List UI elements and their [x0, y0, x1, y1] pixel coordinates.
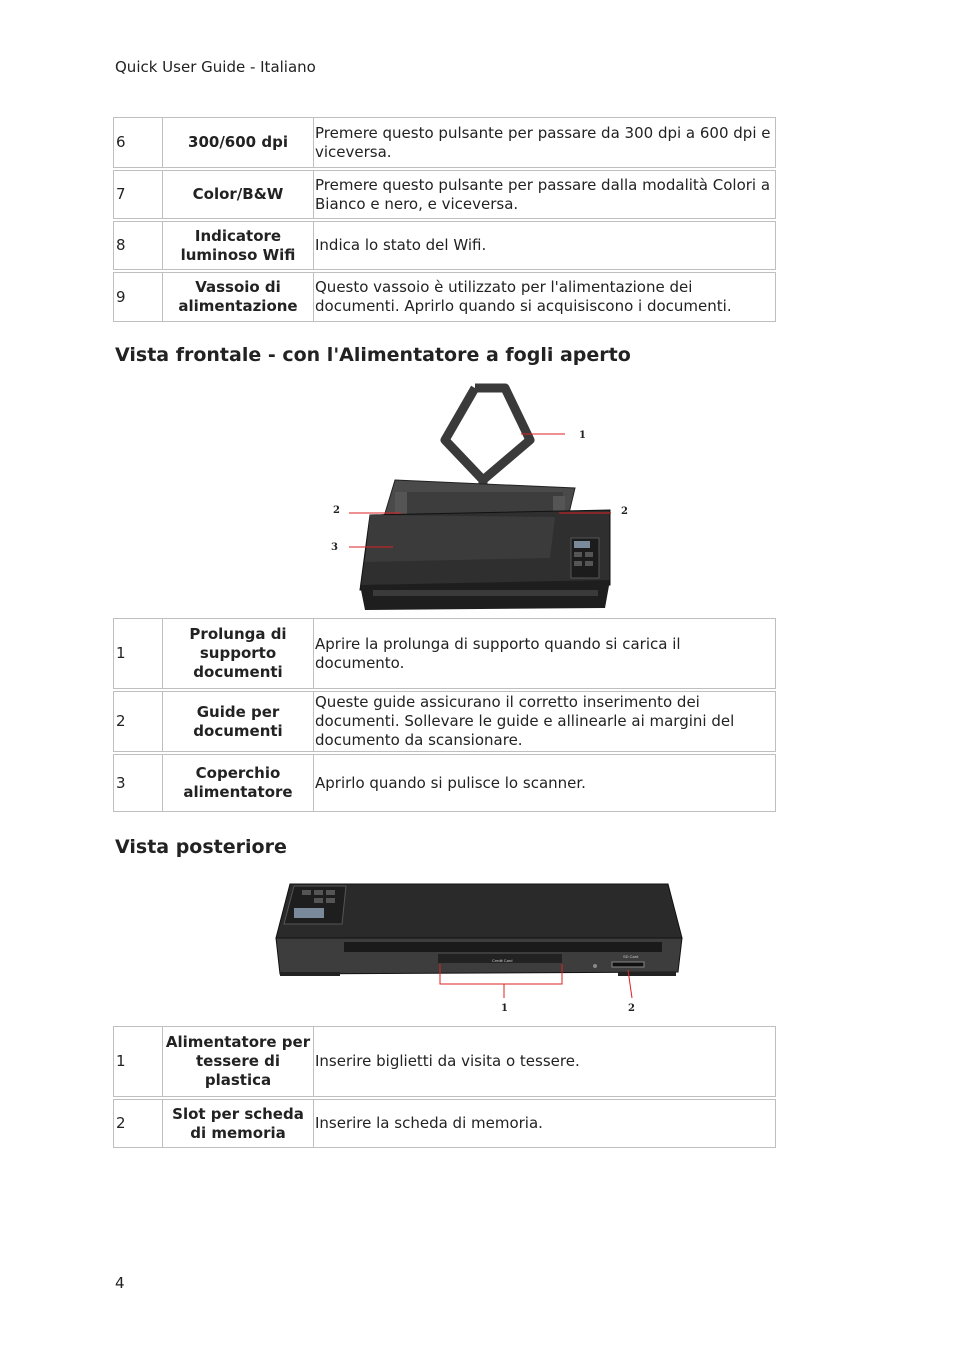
slot-label: Credit Card [492, 958, 513, 963]
table-row [114, 222, 776, 270]
item-name: Prolunga di supporto documenti [163, 619, 314, 689]
item-number: 7 [114, 171, 163, 219]
item-name: Color/B&W [163, 171, 314, 219]
table-row [114, 273, 776, 322]
section-title-rear: Vista posteriore [115, 836, 287, 858]
item-description: Premere questo pulsante per passare dalla modalità Colori a Bianco e nero, e viceversa. [314, 171, 776, 219]
table-row [114, 118, 776, 168]
table-row [114, 692, 776, 752]
item-description: Questo vassoio è utilizzato per l'alimentazione dei documenti. Aprirlo quando si acquisiscono i documenti. [314, 273, 776, 322]
table-row [114, 171, 776, 219]
item-name: 300/600 dpi [163, 118, 314, 168]
item-description: Aprirlo quando si pulisce lo scanner. [314, 755, 776, 812]
rear-view-table [113, 1026, 776, 1148]
front-view-table [113, 618, 776, 812]
table-row [114, 1100, 776, 1148]
callout-label: 2 [628, 1003, 635, 1014]
item-number: 2 [114, 1100, 163, 1148]
support-extension-shape [445, 388, 530, 480]
page-header: Quick User Guide - Italiano [115, 58, 316, 76]
item-description: Premere questo pulsante per passare da 300 dpi a 600 dpi e viceversa. [314, 118, 776, 168]
table-row [114, 1027, 776, 1097]
item-number: 3 [114, 755, 163, 812]
callout-label: 3 [331, 542, 338, 553]
item-number: 8 [114, 222, 163, 270]
item-number: 1 [114, 1027, 163, 1097]
callout-label: 2 [333, 505, 340, 516]
item-number: 9 [114, 273, 163, 322]
item-name: Indicatore luminoso Wifi [163, 222, 314, 270]
item-name: Vassoio di alimentazione [163, 273, 314, 322]
item-description: Inserire biglietti da visita o tessere. [314, 1027, 776, 1097]
slot-label: SD Card [623, 954, 639, 959]
table-row [114, 755, 776, 812]
item-name: Alimentatore per tessere di plastica [163, 1027, 314, 1097]
item-description: Aprire la prolunga di supporto quando si carica il documento. [314, 619, 776, 689]
callout-label: 2 [621, 506, 628, 517]
scanner-rear-view-image [272, 878, 686, 1018]
item-description: Queste guide assicurano il corretto inserimento dei documenti. Sollevare le guide e allinearle ai margini del documento da scansionare. [314, 692, 776, 752]
item-name: Guide per documenti [163, 692, 314, 752]
item-number: 1 [114, 619, 163, 689]
callout-label: 1 [501, 1003, 508, 1014]
section-title-front: Vista frontale - con l'Alimentatore a fogli aperto [115, 344, 631, 366]
page-number: 4 [115, 1274, 125, 1292]
table-row [114, 619, 776, 689]
item-number: 6 [114, 118, 163, 168]
item-name: Slot per scheda di memoria [163, 1100, 314, 1148]
callout-label: 1 [579, 430, 586, 441]
scanner-front-view-image [325, 380, 635, 615]
item-number: 2 [114, 692, 163, 752]
item-description: Inserire la scheda di memoria. [314, 1100, 776, 1148]
item-name: Coperchio alimentatore [163, 755, 314, 812]
item-description: Indica lo stato del Wifi. [314, 222, 776, 270]
buttons-table [113, 117, 776, 322]
